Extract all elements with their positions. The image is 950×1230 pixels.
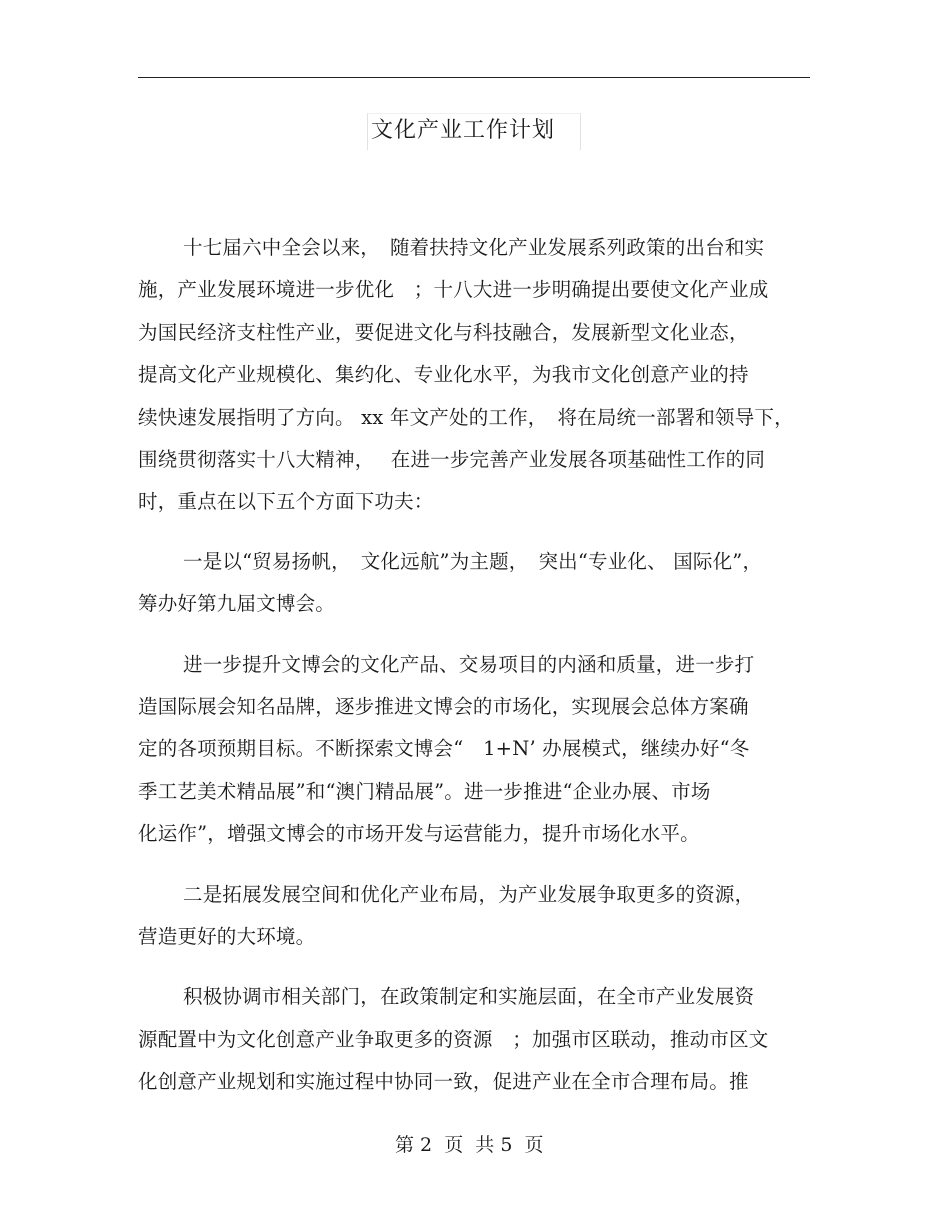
body-line: 一是以“贸易扬帆， 文化远航”为主题， 突出“专业化、 国际化”， (183, 550, 763, 573)
body-line: 造国际展会知名品牌，逐步推进文博会的市场化，实现展会总体方案确 (138, 695, 749, 718)
body-line: 筹办好第九届文博会。 (138, 592, 336, 615)
body-line: 二是拓展发展空间和优化产业布局，为产业发展争取更多的资源， (183, 883, 755, 906)
body-line: 为国民经济支柱性产业，要促进文化与科技融合，发展新型文化业态， (138, 321, 749, 344)
body-line: 十七届六中全会以来， 随着扶持文化产业发展系列政策的出台和实 (183, 236, 765, 259)
body-line: 进一步提升文博会的文化产品、交易项目的内涵和质量，进一步打 (183, 653, 755, 676)
body-line: 化运作”，增强文博会的市场开发与运营能力，提升市场化水平。 (138, 822, 700, 845)
body-line: 施，产业发展环境进一步优化 ；十八大进一步明确提出要使文化产业成 (138, 278, 769, 301)
body-line: 定的各项预期目标。不断探索文博会“ 1+N’ 办展模式，继续办好“冬 (138, 737, 750, 760)
title-frame (367, 113, 581, 150)
body-line: 季工艺美术精品展”和“澳门精品展”。进一步推进“企业办展、市场 (138, 780, 711, 803)
body-line: 续快速发展指明了方向。 xx 年文产处的工作， 将在局统一部署和领导下， (138, 406, 794, 429)
body-line: 提高文化产业规模化、集约化、专业化水平，为我市文化创意产业的持 (138, 363, 749, 386)
body-line: 时，重点在以下五个方面下功夫： (138, 490, 434, 513)
body-line: 围绕贯彻落实十八大精神， 在进一步完善产业发展各项基础性工作的同 (138, 448, 766, 471)
document-title: 文化产业工作计划 (371, 118, 556, 143)
body-line: 源配置中为文化创意产业争取更多的资源 ；加强市区联动，推动市区文 (138, 1028, 769, 1051)
body-line: 积极协调市相关部门，在政策制定和实施层面，在全市产业发展资 (183, 985, 755, 1008)
header-rule (138, 77, 810, 78)
body-line: 化创意产业规划和实施过程中协同一致，促进产业在全市合理布局。推 (138, 1070, 749, 1093)
page-number-footer: 第 2 页 共 5 页 (395, 1134, 544, 1156)
body-line: 营造更好的大环境。 (138, 925, 316, 948)
